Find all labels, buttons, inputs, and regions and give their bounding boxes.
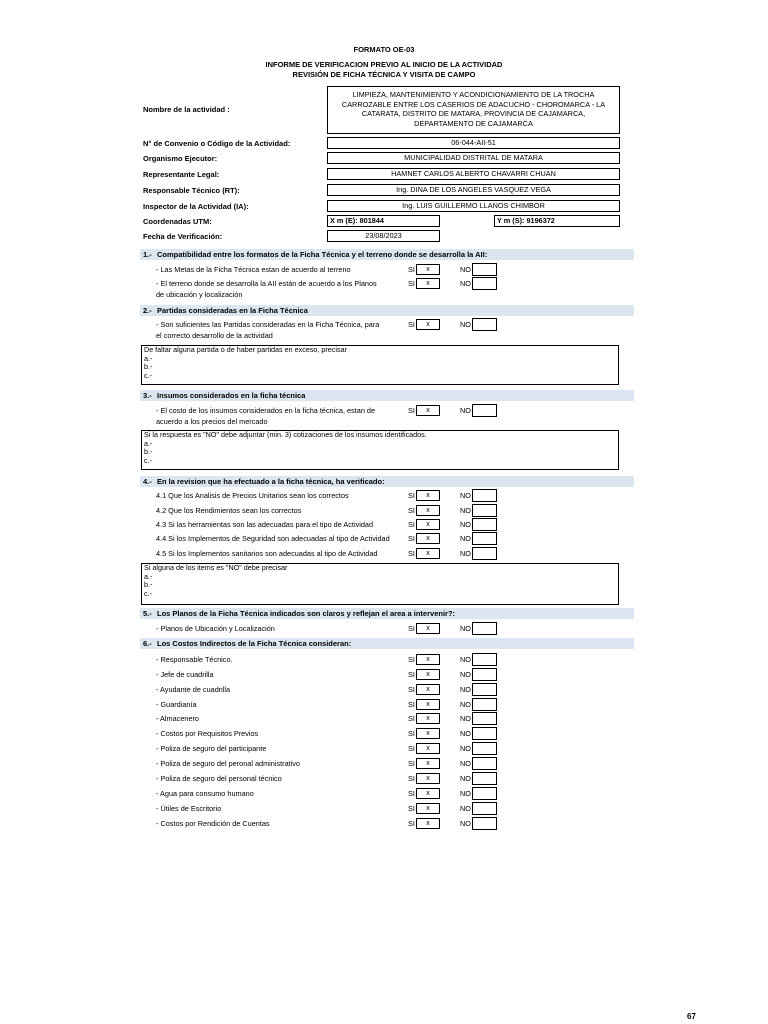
si-label: SI: [408, 406, 415, 415]
coord-label: Coordenadas UTM:: [143, 217, 212, 226]
si-checkbox[interactable]: x: [416, 519, 440, 530]
inspector-label: Inspector de la Actividad (IA):: [143, 202, 249, 211]
section-6-header: [140, 638, 634, 649]
section-number: 6.-: [143, 639, 152, 648]
question-6-4: - Guardianía: [156, 700, 197, 709]
form-subtitle: REVISIÓN DE FICHA TÉCNICA Y VISITA DE CAMPO: [292, 70, 476, 79]
note-line-b: b.-: [144, 447, 153, 457]
question-6-9: - Poliza de seguro del personal técnico: [156, 774, 282, 783]
note-box-2[interactable]: [141, 345, 619, 385]
section-3-header: [140, 390, 634, 401]
no-checkbox[interactable]: [472, 802, 497, 815]
note-title: Si alguna de los items es "NO" debe precisar: [144, 563, 288, 572]
si-label: SI: [408, 819, 415, 828]
si-checkbox[interactable]: x: [416, 758, 440, 769]
no-label: NO: [460, 655, 471, 664]
no-checkbox[interactable]: [472, 727, 497, 740]
no-label: NO: [460, 534, 471, 543]
format-code: FORMATO OE-03: [353, 45, 415, 54]
si-label: SI: [408, 804, 415, 813]
question-6-5: - Almacenero: [156, 714, 199, 723]
section-number: 3.-: [143, 391, 152, 400]
si-label: SI: [408, 549, 415, 558]
si-checkbox[interactable]: x: [416, 669, 440, 680]
no-checkbox[interactable]: [472, 683, 497, 696]
si-label: SI: [408, 279, 415, 288]
question-4-5: 4.5 Si los Implementos sanitarios son adecuadas al tipo de Actividad: [156, 549, 378, 558]
section-title: Los Costos Indirectos de la Ficha Técnica consideran:: [157, 639, 352, 648]
no-checkbox[interactable]: [472, 772, 497, 785]
fecha-value: 23/08/2023: [327, 230, 440, 242]
question-6-6: - Costos por Requisitos Previos: [156, 729, 259, 738]
no-label: NO: [460, 506, 471, 515]
no-checkbox[interactable]: [472, 742, 497, 755]
si-checkbox[interactable]: x: [416, 319, 440, 330]
question-6-2: - Jefe de cuadrilla: [156, 670, 214, 679]
question-6-11: - Útiles de Escritorio: [156, 804, 222, 813]
si-label: SI: [408, 700, 415, 709]
section-1-header: [140, 249, 634, 260]
no-checkbox[interactable]: [472, 263, 497, 276]
activity-value: LIMPIEZA, MANTENIMIENTO Y ACONDICIONAMIENTO DE LA TROCHA CARROZABLE ENTRE LOS CASERIOS DE ADACUCHO - CHOROMARCA - LA CATARATA, DISTRITO DE MATARA, PROVINCIA DE CAJAMARCA, DEPARTAMENTO DE CAJAMARCA: [327, 86, 620, 134]
convenio-label: N° de Convenio o Código de la Actividad:: [143, 139, 291, 148]
no-checkbox[interactable]: [472, 489, 497, 502]
si-label: SI: [408, 265, 415, 274]
no-label: NO: [460, 279, 471, 288]
question-6-3: - Ayudante de cuadrilla: [156, 685, 231, 694]
note-line-c: c.-: [144, 370, 152, 380]
inspector-value: Ing. LUIS GUILLERMO LLANOS CHIMBOR: [327, 200, 620, 212]
convenio-value: 06-044-AII-51: [327, 137, 620, 149]
organismo-label: Organismo Ejecutor:: [143, 154, 218, 163]
no-label: NO: [460, 774, 471, 783]
organismo-value: MUNICIPALIDAD DISTRITAL DE MATARA: [327, 152, 620, 164]
coord-x-value: X m (E): 801844: [327, 215, 440, 227]
section-title: Partidas consideradas en la Ficha Técnica: [157, 306, 308, 315]
question-4-3: 4.3 Si las herramientas son las adecuadas para el tipo de Actividad: [156, 520, 374, 529]
responsable-value: Ing. DINA DE LOS ANGELES VASQUEZ VEGA: [327, 184, 620, 196]
no-label: NO: [460, 520, 471, 529]
no-label: NO: [460, 491, 471, 500]
activity-label: Nombre de la actividad :: [143, 105, 230, 114]
si-label: SI: [408, 714, 415, 723]
si-label: SI: [408, 491, 415, 500]
question-5a: - Planos de Ubicación y Localización: [156, 624, 275, 633]
question-4-1: 4.1 Que los Analisis de Precios Unitarios sean los correctos: [156, 491, 349, 500]
no-label: NO: [460, 744, 471, 753]
no-label: NO: [460, 714, 471, 723]
note-title: Si la respuesta es "NO" debe adjuntar (min. 3) cotizaciones de los insumos identificados.: [144, 430, 427, 439]
no-label: NO: [460, 624, 471, 633]
si-label: SI: [408, 624, 415, 633]
si-checkbox[interactable]: x: [416, 803, 440, 814]
si-checkbox[interactable]: x: [416, 728, 440, 739]
no-checkbox[interactable]: [472, 757, 497, 770]
no-label: NO: [460, 549, 471, 558]
note-box-4[interactable]: [141, 563, 619, 605]
si-checkbox[interactable]: x: [416, 788, 440, 799]
no-checkbox[interactable]: [472, 653, 497, 666]
si-checkbox[interactable]: x: [416, 548, 440, 559]
section-2-header: [140, 305, 634, 316]
no-checkbox[interactable]: [472, 698, 497, 711]
no-checkbox[interactable]: [472, 712, 497, 725]
no-label: NO: [460, 320, 471, 329]
note-line-b: b.-: [144, 580, 153, 590]
no-label: NO: [460, 759, 471, 768]
si-label: SI: [408, 506, 415, 515]
si-checkbox[interactable]: x: [416, 818, 440, 829]
question-6-10: - Agua para consumo humano: [156, 789, 254, 798]
note-line-a: a.-: [144, 438, 153, 448]
page-number: 67: [687, 1012, 696, 1021]
section-title: Compatibilidad entre los formatos de la Ficha Técnica y el terreno donde se desarrolla la AII:: [157, 250, 488, 259]
question-3a: - El costo de los insumos considerados en la ficha técnica, estan de acuerdo a los precios del mercado: [156, 406, 376, 426]
note-line-b: b.-: [144, 362, 153, 372]
si-checkbox[interactable]: x: [416, 713, 440, 724]
question-6-1: - Responsable Técnico.: [156, 655, 233, 664]
no-checkbox[interactable]: [472, 404, 497, 417]
section-title: Los Planos de la Ficha Técnica indicados son claros y reflejan el area a intervenir?:: [157, 609, 456, 618]
question-4-2: 4.2 Que los Rendimientos sean los correctos: [156, 506, 302, 515]
note-line-a: a.-: [144, 571, 153, 581]
si-checkbox[interactable]: x: [416, 490, 440, 501]
si-label: SI: [408, 320, 415, 329]
si-checkbox[interactable]: x: [416, 533, 440, 544]
si-label: SI: [408, 789, 415, 798]
no-label: NO: [460, 789, 471, 798]
representante-value: HAMNET CARLOS ALBERTO CHAVARRI CHUAN: [327, 168, 620, 180]
representante-label: Representante Legal:: [143, 170, 220, 179]
si-checkbox[interactable]: x: [416, 743, 440, 754]
no-label: NO: [460, 729, 471, 738]
section-number: 5.-: [143, 609, 152, 618]
no-label: NO: [460, 406, 471, 415]
si-label: SI: [408, 534, 415, 543]
section-5-header: [140, 608, 634, 619]
si-label: SI: [408, 744, 415, 753]
no-checkbox[interactable]: [472, 787, 497, 800]
si-checkbox[interactable]: x: [416, 623, 440, 634]
no-label: NO: [460, 700, 471, 709]
si-label: SI: [408, 774, 415, 783]
si-checkbox[interactable]: x: [416, 699, 440, 710]
si-label: SI: [408, 655, 415, 664]
fecha-label: Fecha de Verificación:: [143, 232, 223, 241]
si-checkbox[interactable]: x: [416, 278, 440, 289]
si-checkbox[interactable]: x: [416, 405, 440, 416]
no-checkbox[interactable]: [472, 532, 497, 545]
si-label: SI: [408, 670, 415, 679]
section-number: 1.-: [143, 250, 152, 259]
responsable-label: Responsable Técnico (RT):: [143, 186, 240, 195]
si-checkbox[interactable]: x: [416, 684, 440, 695]
section-number: 4.-: [143, 477, 152, 486]
si-checkbox[interactable]: x: [416, 654, 440, 665]
no-label: NO: [460, 685, 471, 694]
question-6-7: - Poliza de seguro del participante: [156, 744, 267, 753]
no-label: NO: [460, 804, 471, 813]
question-2a: - Son suficientes las Partidas consideradas en la Ficha Técnica, para el correcto desarrollo de la actividad: [156, 320, 380, 340]
note-title: De faltar alguna partida o de haber partidas en exceso, precisar: [144, 345, 347, 354]
section-title: Insumos considerados en la ficha técnica: [157, 391, 306, 400]
si-label: SI: [408, 520, 415, 529]
question-1a: - Las Metas de la Ficha Técnica estan de acuerdo al terreno: [156, 265, 351, 274]
no-checkbox[interactable]: [472, 504, 497, 517]
si-label: SI: [408, 729, 415, 738]
no-checkbox[interactable]: [472, 318, 497, 331]
si-checkbox[interactable]: x: [416, 505, 440, 516]
no-label: NO: [460, 265, 471, 274]
no-label: NO: [460, 670, 471, 679]
no-checkbox[interactable]: [472, 547, 497, 560]
si-checkbox[interactable]: x: [416, 773, 440, 784]
question-1b: - El terreno donde se desarrolla la AII están de acuerdo a los Planos de ubicación y localización: [156, 279, 377, 299]
no-checkbox[interactable]: [472, 518, 497, 531]
no-checkbox[interactable]: [472, 277, 497, 290]
no-label: NO: [460, 819, 471, 828]
section-number: 2.-: [143, 306, 152, 315]
coord-y-value: Y m (S): 9196372: [494, 215, 620, 227]
question-6-12: - Costos por Rendición de Cuentas: [156, 819, 270, 828]
si-label: SI: [408, 685, 415, 694]
no-checkbox[interactable]: [472, 817, 497, 830]
note-line-a: a.-: [144, 353, 153, 363]
no-checkbox[interactable]: [472, 622, 497, 635]
si-label: SI: [408, 759, 415, 768]
section-title: En la revision que ha efectuado a la ficha técnica, ha verificado:: [157, 477, 385, 486]
question-4-4: 4.4 Si los Implementos de Seguridad son adecuadas al tipo de Actividad: [156, 534, 390, 543]
note-box-3[interactable]: [141, 430, 619, 470]
section-4-header: [140, 476, 634, 487]
no-checkbox[interactable]: [472, 668, 497, 681]
question-6-8: - Poliza de seguro del peronal administrativo: [156, 759, 300, 768]
si-checkbox[interactable]: x: [416, 264, 440, 275]
form-title: INFORME DE VERIFICACION PREVIO AL INICIO DE LA ACTIVIDAD: [265, 60, 503, 69]
note-line-c: c.-: [144, 455, 152, 465]
note-line-c: c.-: [144, 588, 152, 598]
